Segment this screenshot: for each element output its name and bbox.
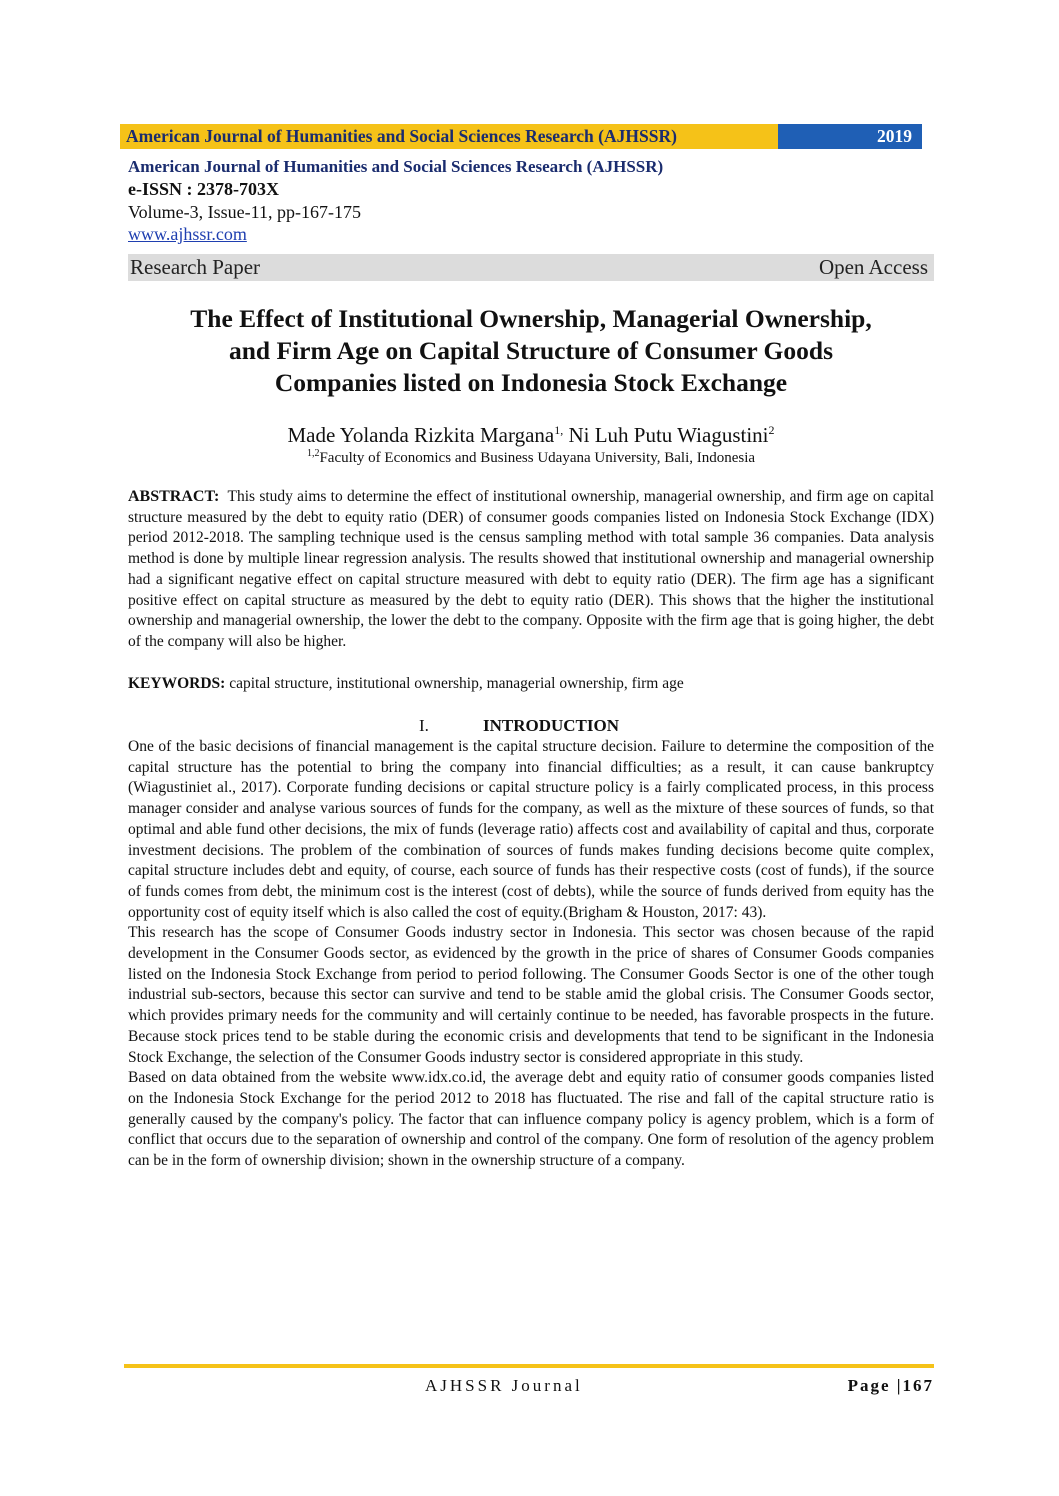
footer-rule (124, 1364, 934, 1368)
masthead (128, 156, 934, 246)
abstract (128, 487, 934, 653)
title-line: The Effect of Institutional Ownership, Managerial Ownership, (190, 304, 872, 333)
keywords-label: KEYWORDS: (128, 675, 226, 692)
issn: e-ISSN : 2378-703X (128, 179, 279, 199)
paragraph: Based on data obtained from the website www.idx.co.id, the average debt and equity ratio of consumer goods companies listed on the Indonesia Stock Exchange for the period 2012 to 2018 has fluctuated. The rise and fall of the capital structure ratio is generally caused by the company's policy. The factor that can influence company policy is agency problem, which is a form of conflict that occurs due to the separation of ownership and control of the company. One form of resolution of the agency problem can be in the form of ownership division; shown in the ownership structure of a company. (128, 1069, 934, 1170)
keywords (128, 674, 934, 694)
paper-title (128, 303, 934, 399)
paper-type-bar (128, 254, 934, 281)
paper-type: Research Paper (130, 255, 261, 279)
abstract-text: This study aims to determine the effect of institutional ownership, managerial ownership, and firm age on capital structure measured by the debt to equity ratio (DER) of consumer goods companies listed on Indonesia Stock Exchange (IDX) period 2012-2018. The sampling technique used is the census sampling method with total sample 36 companies. Data analysis method is done by multiple linear regression analysis. The results showed that institutional ownership and managerial ownership had a significant negative effect on capital structure measured with debt to equity ratio (DER). The firm age has a significant positive effect on capital structure as measured by the debt to equity ratio (DER). This shows that the higher the institutional ownership and managerial ownership, the lower the debt to the company. Opposite with the firm age that is going higher, the debt of the company will also be higher. (128, 488, 934, 650)
journal-header-bar (120, 124, 922, 149)
paragraph: One of the basic decisions of financial management is the capital structure decision. Failure to determine the composition of the capital structure has the potential to bring the company into financial difficulties; as a result, it can cause bankruptcy (Wiagustiniet al., 2017). Corporate funding decisions or capital structure policy is a fairly complicated process, in this process manager consider and analyse various sources of funds for the company, as well as the mixture of these sources of funds, so that optimal and able fund other decisions, the mix of funds (leverage ratio) affects cost and availability of capital and thus, corporate investment decisions. The problem of the combination of sources of funds makes funding decisions become quite complex, capital structure includes debt and equity, of course, each source of funds has their respective costs (cost of funds), if the source of funds comes from debt, the minimum cost is the interest (cost of debts), while the source of funds derived from equity has the opportunity cost of equity itself which is also called the cost of equity.(Brigham & Houston, 2017: 43). (128, 738, 934, 921)
author-name: Ni Luh Putu Wiagustini (568, 423, 769, 447)
page-number (848, 1374, 934, 1398)
author-superscript: 1, (554, 423, 564, 437)
affiliation-superscript: 1,2 (306, 448, 320, 459)
masthead-journal-name: American Journal of Humanities and Social Sciences Research (AJHSSR) (128, 157, 664, 176)
introduction-body (128, 737, 934, 1172)
section-number: I. (419, 716, 429, 735)
access-type: Open Access (818, 255, 928, 279)
abstract-label: ABSTRACT: (128, 488, 220, 505)
paragraph: This research has the scope of Consumer Goods industry sector in Indonesia. This sector was chosen because of the rapid development in the Consumer Goods sector, as evidenced by the growth in the price of shares of Consumer Goods companies listed on the Indonesia Stock Exchange from period to period following. The Consumer Goods Sector is one of the other tough industrial sub-sectors, because this sector can survive and tend to be stable amid the global crisis. The Consumer Goods sector, which provides primary needs for the community and will certainly continue to be needed, has favorable prospects in the future. Because stock prices tend to be stable during the economic crisis and developments that tend to be significant in the Indonesia Stock Exchange, the selection of the Consumer Goods industry sector is considered appropriate in this study. (128, 924, 934, 1066)
keywords-text: capital structure, institutional ownership, managerial ownership, firm age (229, 675, 684, 692)
affiliation-text: Faculty of Economics and Business Udayana University, Bali, Indonesia (319, 450, 756, 466)
header-year: 2019 (778, 124, 922, 149)
section-title: INTRODUCTION (483, 716, 620, 735)
footer-journal: AJHSSR Journal (425, 1376, 583, 1395)
author-name: Made Yolanda Rizkita Margana (287, 423, 555, 447)
affiliation (128, 444, 934, 468)
website-link[interactable]: www.ajhssr.com (128, 224, 247, 244)
author-superscript: 2 (768, 423, 775, 437)
page-label: Page | (847, 1376, 903, 1395)
header-journal-name: American Journal of Humanities and Social Sciences Research (AJHSSR) (120, 124, 778, 149)
title-line: and Firm Age on Capital Structure of Consumer Goods (229, 336, 833, 365)
title-line: Companies listed on Indonesia Stock Exchange (274, 368, 788, 397)
page-number-value: 167 (902, 1376, 934, 1395)
page-footer (124, 1374, 934, 1398)
volume-info: Volume-3, Issue-11, pp-167-175 (128, 201, 361, 222)
